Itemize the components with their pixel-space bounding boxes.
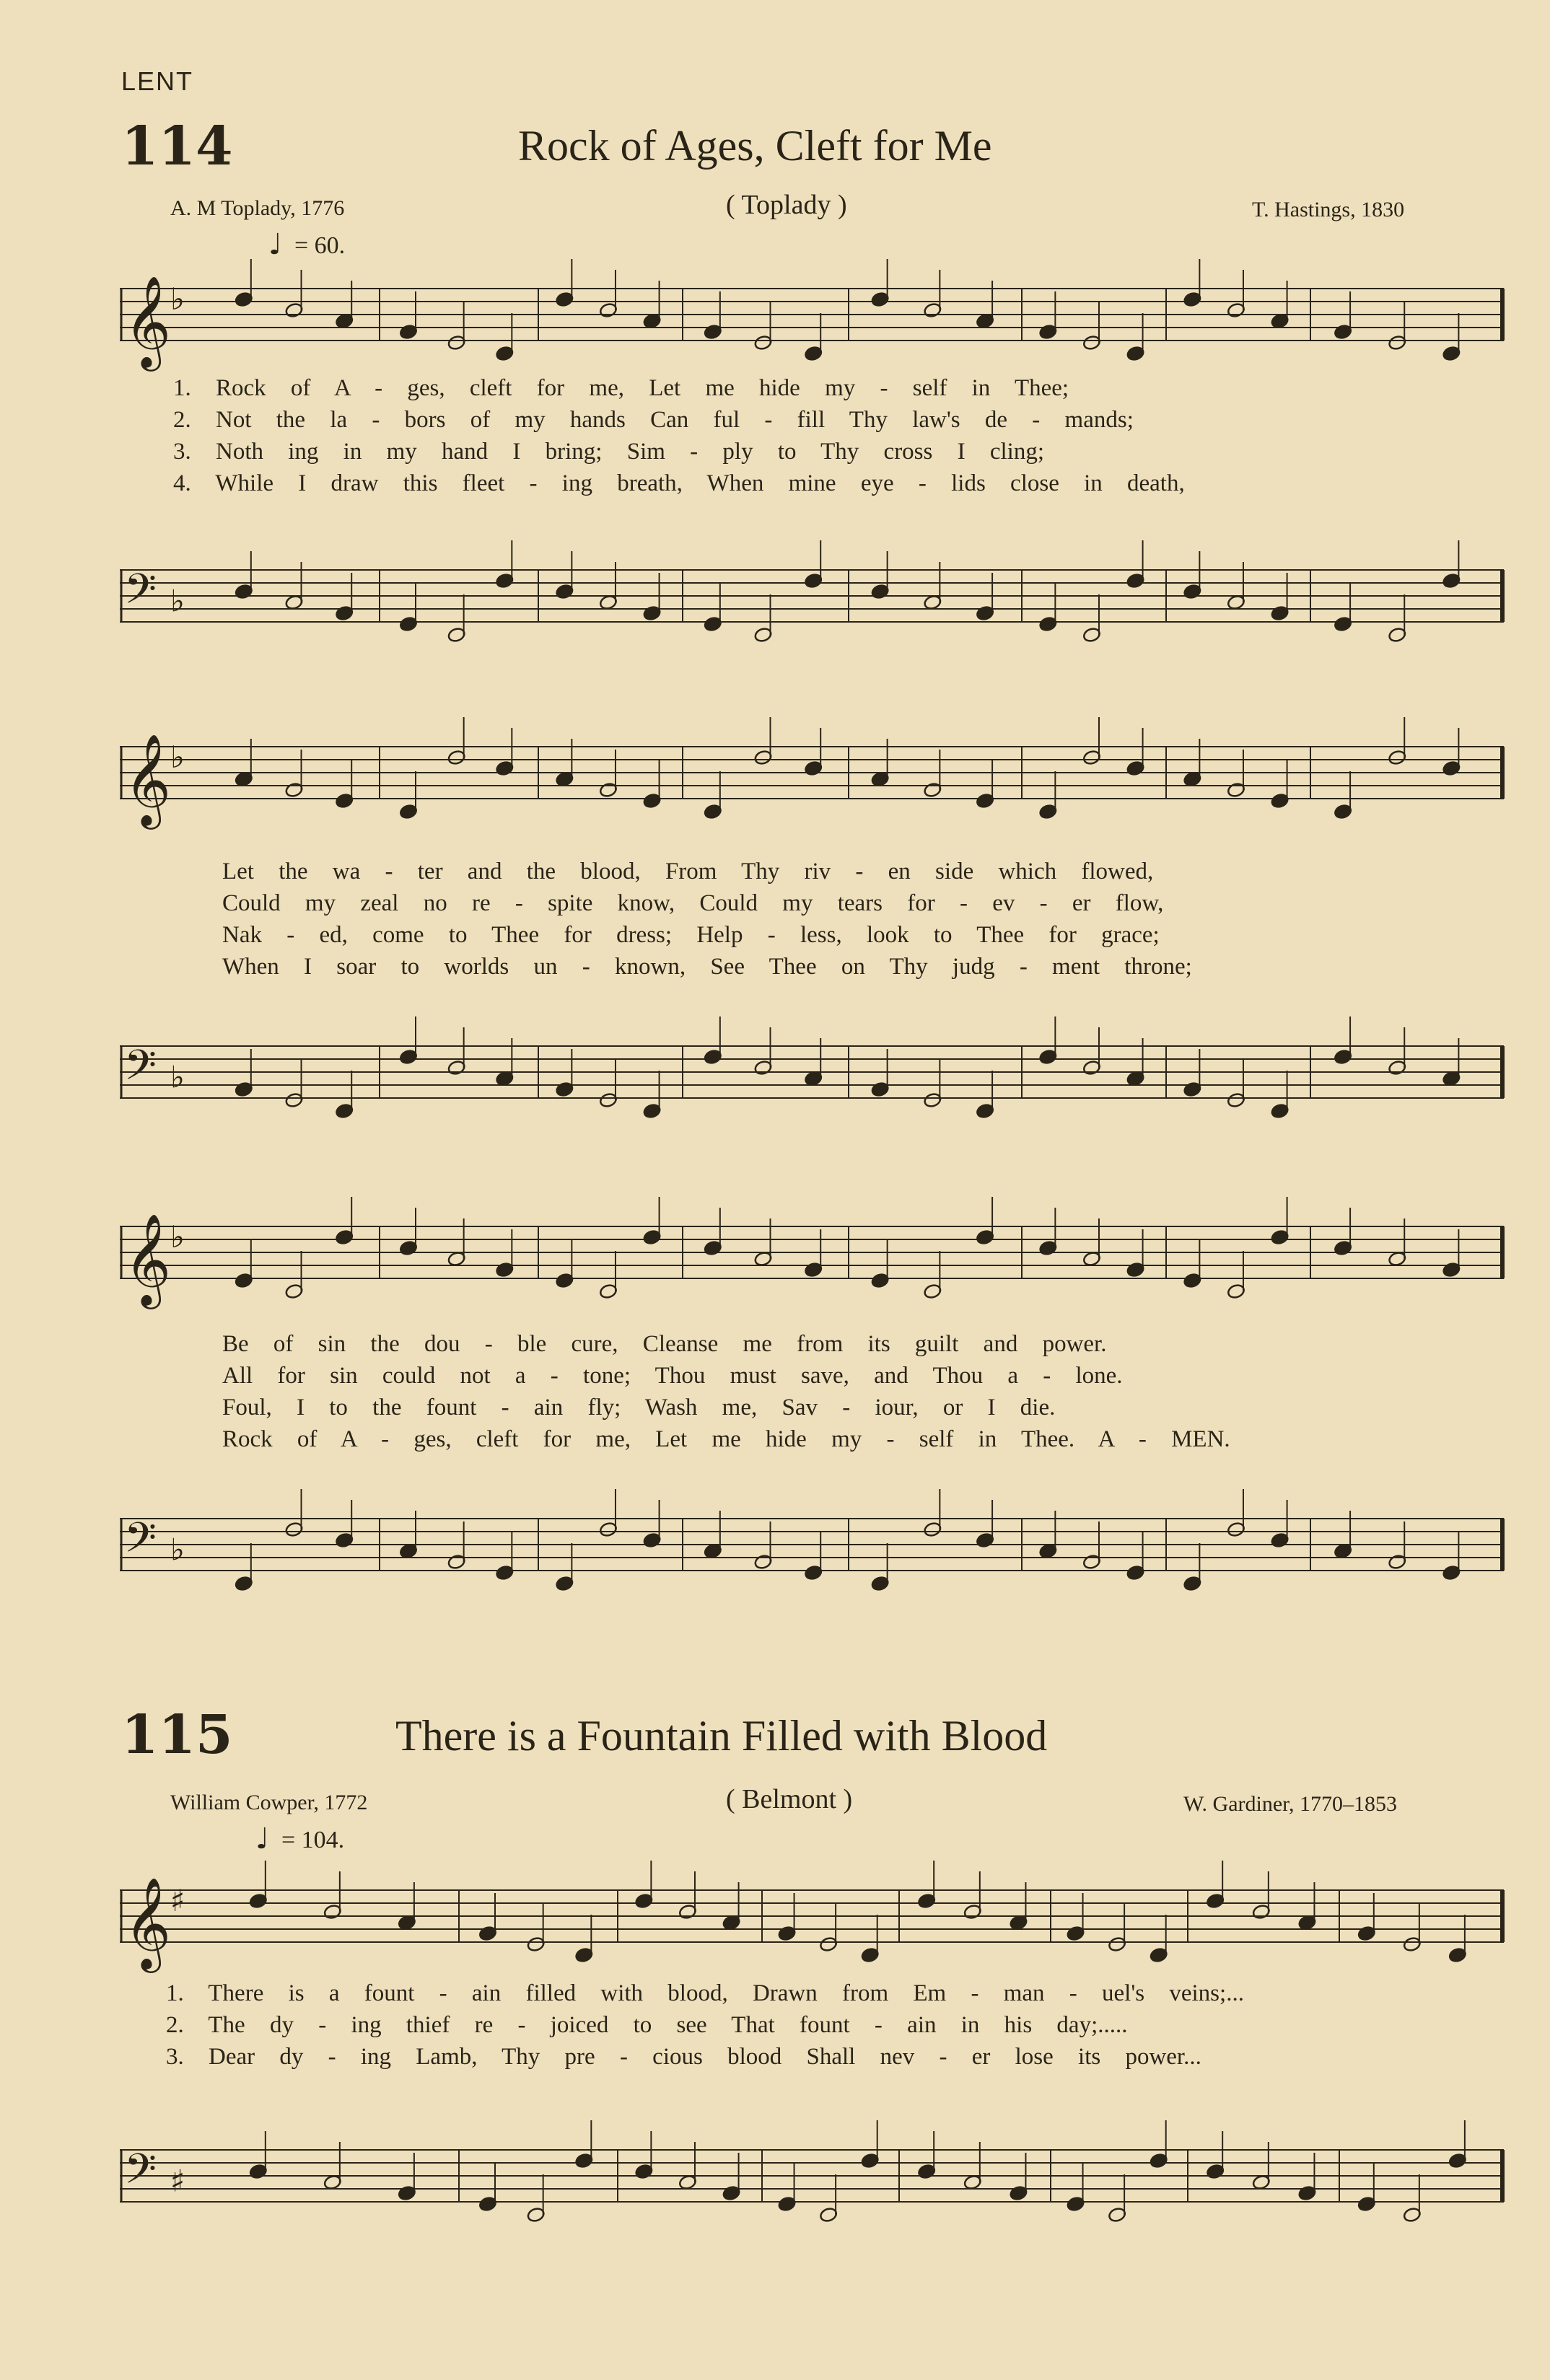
- lyric-line: Could my zeal no re - spite know, Could my tears for - ev - er flow,: [222, 890, 1164, 916]
- lyric-line: 1. There is a fount - ain filled with blood, Drawn from Em - man - uel's veins;...: [166, 1980, 1244, 2006]
- lyric-line: Nak - ed, come to Thee for dress; Help - less, look to Thee for grace;: [222, 922, 1160, 948]
- svg-text:♭: ♭: [170, 1059, 185, 1095]
- treble-staff: [120, 732, 1504, 825]
- lyric-line: 3. Noth ing in my hand I bring; Sim - ply to Thy cross I cling;: [173, 439, 1045, 465]
- lyric-line: 3. Dear dy - ing Lamb, Thy pre - cious blood Shall nev - er lose its power...: [166, 2044, 1201, 2070]
- lyric-line: 1. Rock of A - ges, cleft for me, Let me hide my - self in Thee;: [173, 375, 1069, 401]
- quarter-note-icon: ♩: [268, 228, 282, 261]
- svg-text:♭: ♭: [170, 281, 185, 317]
- hymn-author: William Cowper, 1772: [170, 1791, 368, 1814]
- lyric-line: 4. While I draw this fleet - ing breath, When mine eye - lids close in death,: [173, 470, 1185, 496]
- svg-text:𝄞: 𝄞: [124, 274, 172, 367]
- svg-text:𝄞: 𝄞: [124, 732, 172, 825]
- treble-staff: [120, 274, 1504, 367]
- treble-staff: [120, 1212, 1504, 1305]
- lyrics-block: [173, 375, 1185, 502]
- svg-text:♭: ♭: [170, 1532, 185, 1568]
- hymn-composer: T. Hastings, 1830: [1252, 198, 1405, 221]
- svg-text:♯: ♯: [170, 2163, 185, 2199]
- lyric-line: Rock of A - ges, cleft for me, Let me hide my - self in Thee. A - MEN.: [222, 1426, 1230, 1452]
- tempo-marking: = 60.: [294, 232, 346, 259]
- hymn-number: 115: [121, 1704, 233, 1766]
- tempo-marking: = 104.: [281, 1827, 345, 1853]
- lyric-line: 2. The dy - ing thief re - joiced to see That fount - ain in his day;.....: [166, 2012, 1128, 2038]
- lyric-line: Be of sin the dou - ble cure, Cleanse me from its guilt and power.: [222, 1331, 1107, 1357]
- section-label: LENT: [121, 66, 194, 96]
- lyric-line: 2. Not the la - bors of my hands Can ful - fill Thy law's de - mands;: [173, 407, 1134, 433]
- hymn-number: 114: [121, 115, 233, 177]
- lyric-line: Let the wa - ter and the blood, From Thy riv - en side which flowed,: [222, 859, 1154, 884]
- svg-text:♯: ♯: [170, 1882, 185, 1918]
- bass-staff: [120, 2135, 1504, 2215]
- svg-text:𝄢: 𝄢: [124, 1040, 157, 1100]
- hymn-author: A. M Toplady, 1776: [170, 196, 345, 220]
- lyrics-block: [222, 859, 1192, 985]
- tune-name: ( Belmont ): [726, 1784, 853, 1814]
- lyric-line: All for sin could not a - tone; Thou must save, and Thou a - lone.: [222, 1363, 1123, 1389]
- svg-text:𝄢: 𝄢: [124, 2144, 157, 2204]
- bass-staff: [120, 556, 1504, 635]
- hymn-title: There is a Fountain Filled with Blood: [395, 1712, 1048, 1760]
- svg-text:𝄞: 𝄞: [124, 1212, 172, 1305]
- svg-text:♭: ♭: [170, 583, 185, 619]
- svg-text:♭: ♭: [170, 1218, 185, 1255]
- hymn-composer: W. Gardiner, 1770–1853: [1183, 1792, 1397, 1816]
- lyric-line: Foul, I to the fount - ain fly; Wash me, Sav - iour, or I die.: [222, 1395, 1056, 1420]
- lyrics-block: [222, 1331, 1230, 1458]
- lyric-line: When I soar to worlds un - known, See Thee on Thy judg - ment throne;: [222, 954, 1192, 980]
- svg-text:𝄢: 𝄢: [124, 564, 157, 624]
- tune-name: ( Toplady ): [726, 190, 847, 220]
- svg-text:♭: ♭: [170, 739, 185, 775]
- bass-staff: [120, 1032, 1504, 1111]
- quarter-note-icon: ♩: [255, 1822, 269, 1856]
- bass-staff: [120, 1504, 1504, 1584]
- svg-text:𝄞: 𝄞: [124, 1876, 172, 1969]
- lyrics-block: [166, 1980, 1244, 2076]
- svg-text:𝄢: 𝄢: [124, 1513, 157, 1573]
- treble-staff: [120, 1876, 1504, 1969]
- hymn-title: Rock of Ages, Cleft for Me: [518, 122, 992, 170]
